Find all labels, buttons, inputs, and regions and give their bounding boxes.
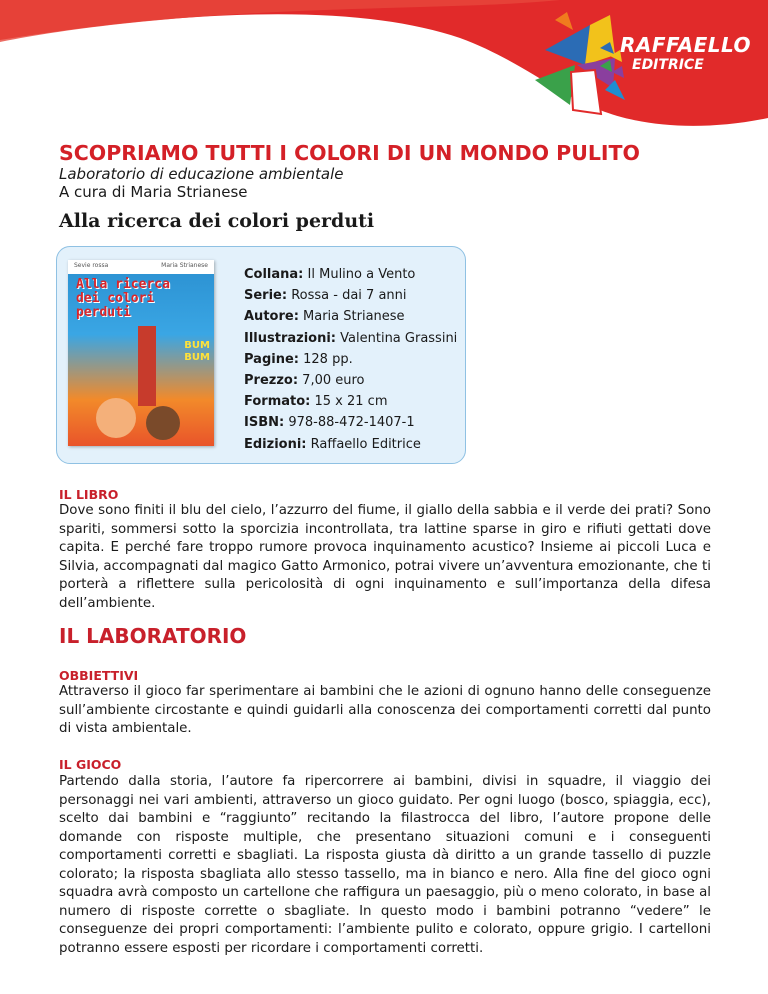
spec-label: Prezzo: (244, 373, 299, 389)
cover-series: Sevie rossa (74, 262, 109, 269)
obbiettivi-heading: OBBIETTIVI (59, 668, 139, 683)
gioco-heading: IL GIOCO (59, 757, 122, 772)
cover-bum-word: BUM (184, 352, 210, 363)
spec-label: Formato: (244, 394, 311, 410)
brand-line1: RAFFAELLO (620, 33, 752, 57)
spec-row (244, 264, 457, 285)
spec-row (244, 412, 457, 433)
book-title: Alla ricerca dei colori perduti (59, 210, 375, 232)
spec-row (244, 391, 457, 412)
cover-title-line: perduti (76, 305, 131, 320)
spec-row (244, 349, 457, 370)
spec-row (244, 434, 457, 455)
book-cover (68, 260, 214, 446)
cover-bum-word: BUM (184, 340, 210, 351)
spec-value: Rossa - dai 7 anni (291, 288, 407, 304)
spec-row (244, 306, 457, 327)
spec-value: Raffaello Editrice (310, 436, 421, 452)
spec-label: Serie: (244, 288, 288, 304)
spec-value: 978-88-472-1407-1 (288, 415, 415, 431)
cover-title (68, 274, 214, 324)
spec-value: Valentina Grassini (340, 330, 458, 346)
spec-value: 7,00 euro (302, 373, 365, 389)
spec-label: Illustrazioni: (244, 330, 337, 346)
spec-row (244, 285, 457, 306)
cover-title-line: Alla ricerca (76, 277, 170, 292)
cover-bum-text (184, 340, 210, 364)
obbiettivi-text: Attraverso il gioco far sperimentare ai bambini che le azioni di ognuno hanno delle conseguenze sull’ambiente circostante e quindi guidarli alla conoscenza dei comportamenti corretti dal punto di vista ambientale. (59, 684, 711, 736)
laboratorio-heading: IL LABORATORIO (59, 624, 247, 648)
cover-title-line: dei colori (76, 291, 155, 306)
cover-header (68, 260, 214, 274)
spec-value: 128 pp. (303, 351, 353, 367)
gioco-text: Partendo dalla storia, l’autore fa ripercorrere ai bambini, divisi in squadre, il viaggio dei personaggi nei vari ambienti, attraverso un gioco guidato. Per ogni luogo (bosco, spiaggia, ecc), scelto dai bambini e “raggiunto” recitando la filastrocca del libro, l’autore propone delle domande con risposte multiple, che presentano situazioni comuni e i conseguenti comportamenti corretti e sbagliati. La risposta giusta dà diritto a un grande tassello di puzzle colorato; la risposta sbagliata allo stesso tassello, ma in bianco e nero. Alla fine del gioco ogni squadra avrà composto un cartellone che raffigura un paesaggio, più o meno colorato, in base al numero di risposte corrette o sbagliate. In questo modo i bambini potranno “vedere” le conseguenze dei propri comportamenti: l’ambiente pulito e colorato, oppure grigio. I cartelloni potranno essere esposti per ricordare i comportamenti corretti. (59, 774, 711, 956)
brand-line2: EDITRICE (632, 57, 704, 73)
cover-author: Maria Strianese (161, 262, 208, 269)
libro-heading: IL LIBRO (59, 487, 119, 502)
spec-value: Maria Strianese (303, 309, 405, 325)
spec-row (244, 370, 457, 391)
cover-tower-illustration (138, 326, 156, 406)
book-specs (244, 264, 457, 455)
spec-value: 15 x 21 cm (314, 394, 388, 410)
curator-line: A cura di Maria Strianese (59, 183, 248, 201)
spec-value: Il Mulino a Vento (307, 267, 416, 282)
cover-child-illustration (96, 398, 136, 438)
cover-child-illustration (146, 406, 180, 440)
page-subtitle: Laboratorio di educazione ambientale (59, 165, 344, 183)
spec-row (244, 328, 457, 349)
libro-text: Dove sono finiti il blu del cielo, l’azzurro del fiume, il giallo della sabbia e il verde dei prati? Sono spariti, sommersi sotto la sporcizia incontrollata, tra lattine sparse in giro e rifiuti gettati dove capita. E perché fare troppo rumore provoca inquinamento acustico? Insieme ai piccoli Luca e Silvia, accompagnati dal magico Gatto Armonico, potrai vivere un’avventura emozionante, che ti porterà a riflettere sulla pericolosità di ogni inquinamento e sull’importanza della difesa dell’ambiente. (59, 503, 711, 611)
spec-label: Edizioni: (244, 436, 307, 452)
spec-label: Collana: (244, 267, 304, 282)
brand-name (620, 34, 751, 74)
page-title: SCOPRIAMO TUTTI I COLORI DI UN MONDO PULITO (59, 141, 640, 165)
spec-label: Autore: (244, 309, 299, 325)
spec-label: Pagine: (244, 351, 299, 367)
spec-label: ISBN: (244, 415, 285, 431)
